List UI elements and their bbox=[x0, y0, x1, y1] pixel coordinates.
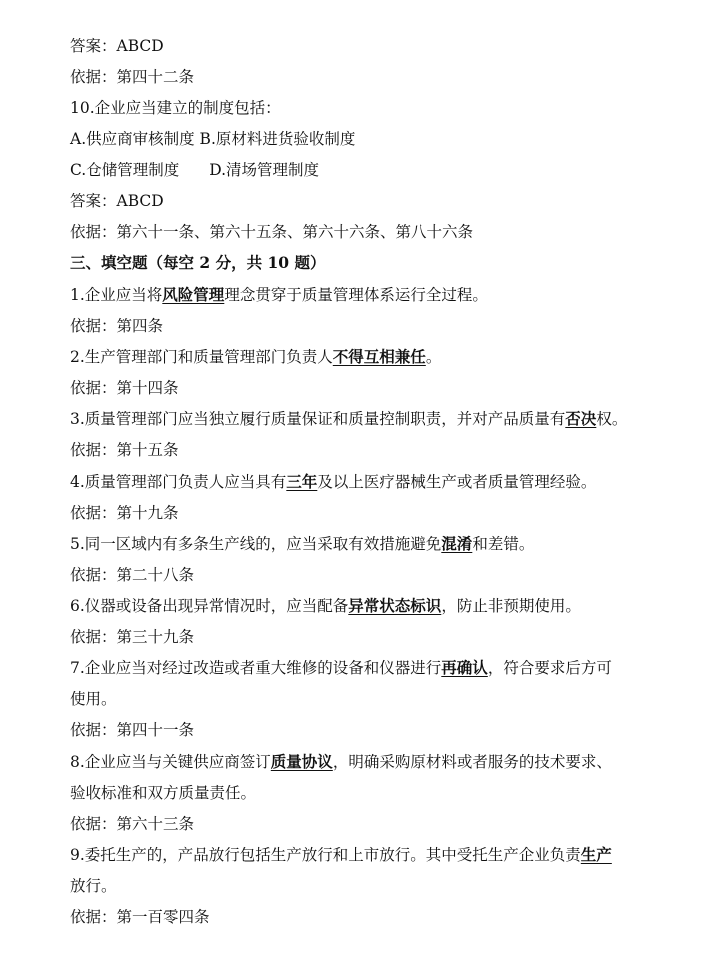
fill-question-8-continued: 验收标准和双方质量责任。 bbox=[70, 784, 257, 802]
fill-question-4: 4.质量管理部门负责人应当具有三年及以上医疗器械生产或者质量管理经验。 bbox=[70, 472, 597, 491]
fill-question-7-continued: 使用。 bbox=[70, 690, 117, 708]
fill-question-1: 1.企业应当将风险管理理念贯穿于质量管理体系运行全过程。 bbox=[70, 285, 488, 304]
basis-line: 依据：第六十一条、第六十五条、第六十六条、第八十六条 bbox=[70, 223, 474, 241]
basis-line: 依据：第十五条 bbox=[70, 441, 179, 459]
answer-blank: 风险管理 bbox=[162, 285, 225, 304]
question-10: 10.企业应当建立的制度包括： bbox=[70, 99, 281, 117]
answer-line: 答案：ABCD bbox=[70, 192, 164, 210]
fill-question-6: 6.仪器或设备出现异常情况时，应当配备异常状态标识，防止非预期使用。 bbox=[70, 596, 581, 615]
answer-blank: 异常状态标识 bbox=[348, 596, 442, 615]
answer-blank: 混淆 bbox=[441, 534, 473, 553]
fill-question-3: 3.质量管理部门应当独立履行质量保证和质量控制职责，并对产品质量有否决权。 bbox=[70, 409, 628, 428]
answer-blank: 再确认 bbox=[441, 658, 488, 677]
question-10-options-ab: A.供应商审核制度 B.原材料进货验收制度 bbox=[70, 130, 356, 148]
option-d: D.清场管理制度 bbox=[209, 161, 320, 179]
answer-blank: 生产 bbox=[580, 845, 612, 864]
basis-line: 依据：第十四条 bbox=[70, 379, 179, 397]
section-heading: 三、填空题（每空 2 分，共 10 题） bbox=[70, 253, 326, 272]
fill-question-8: 8.企业应当与关键供应商签订质量协议，明确采购原材料或者服务的技术要求、 bbox=[70, 752, 612, 771]
fill-question-2: 2.生产管理部门和质量管理部门负责人不得互相兼任。 bbox=[70, 347, 442, 366]
answer-blank: 三年 bbox=[286, 472, 318, 491]
answer-line: 答案：ABCD bbox=[70, 37, 164, 55]
fill-question-5: 5.同一区域内有多条生产线的，应当采取有效措施避免混淆和差错。 bbox=[70, 534, 535, 553]
basis-line: 依据：第三十九条 bbox=[70, 628, 195, 646]
basis-line: 依据：第二十八条 bbox=[70, 566, 195, 584]
option-c: C.仓储管理制度 bbox=[70, 161, 180, 179]
basis-line: 依据：第四十二条 bbox=[70, 68, 195, 86]
fill-question-7: 7.企业应当对经过改造或者重大维修的设备和仪器进行再确认，符合要求后方可 bbox=[70, 658, 612, 677]
answer-blank: 否决 bbox=[565, 409, 597, 428]
fill-question-9: 9.委托生产的，产品放行包括生产放行和上市放行。其中受托生产企业负责生产 bbox=[70, 845, 612, 864]
basis-line: 依据：第四条 bbox=[70, 317, 164, 335]
fill-question-9-continued: 放行。 bbox=[70, 877, 117, 895]
question-10-options-cd bbox=[70, 160, 668, 180]
basis-line: 依据：第一百零四条 bbox=[70, 908, 210, 926]
basis-line: 依据：第六十三条 bbox=[70, 815, 195, 833]
answer-blank: 质量协议 bbox=[270, 752, 333, 771]
answer-blank: 不得互相兼任 bbox=[332, 347, 426, 366]
basis-line: 依据：第四十一条 bbox=[70, 721, 195, 739]
basis-line: 依据：第十九条 bbox=[70, 504, 179, 522]
